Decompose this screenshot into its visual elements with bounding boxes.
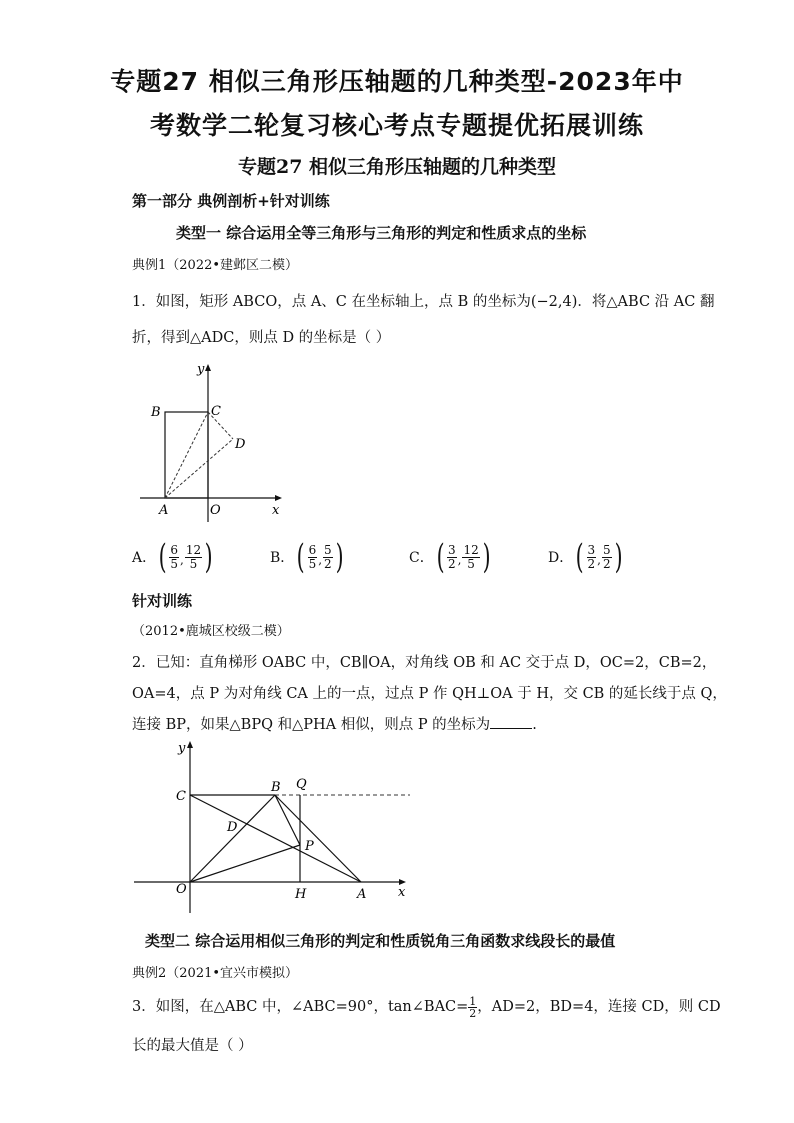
option-c-y-denominator: 5 [467, 556, 475, 571]
option-d-x-numerator: 3 [587, 542, 596, 557]
question-1-text-a: 1．如图，矩形 ABCO，点 A、C 在坐标轴上，点 B 的坐标为 [132, 294, 531, 310]
fig1-label-A: A [159, 503, 169, 518]
fig1-label-O: O [210, 503, 221, 518]
option-c-y-numerator: 12 [463, 542, 479, 557]
option-a: A． ( $\frac{6}{5}$ , $\frac{12}{5}$ ) [132, 537, 213, 577]
question-2-period: . [532, 717, 537, 733]
question-3-line-2: 长的最大值是（ ） [132, 1038, 253, 1054]
fig1-label-C: C [211, 404, 221, 419]
question-3-line-1 [132, 995, 721, 1019]
fig1-label-x: x [272, 503, 280, 518]
option-d: D． ( $\frac{3}{2}$ , $\frac{5}{2}$ ) [548, 537, 623, 577]
document-subtitle: 专题27 相似三角形压轴题的几种类型 [237, 156, 557, 178]
fig2-label-y: y [178, 741, 186, 756]
practice-heading: 针对训练 [132, 592, 193, 610]
fig1-segment-AD [165, 439, 233, 498]
option-a-y-denominator: 5 [189, 556, 198, 571]
question-1-line-2: 折，得到△ADC，则点 D 的坐标是（ ） [132, 330, 391, 346]
figure-1-coordinate-diagram [140, 360, 300, 525]
fig1-y-arrow [205, 364, 211, 371]
fig2-label-x: x [398, 885, 406, 900]
fig2-label-H: H [295, 887, 307, 902]
practice-source: （2012•鹿城区校级二模） [132, 624, 290, 639]
question-1-line-1 [132, 290, 714, 311]
fig2-segment-OP [190, 845, 300, 882]
option-d-label: D． [548, 550, 574, 566]
document-title-line-1: 专题27 相似三角形压轴题的几种类型-2023年中 [110, 67, 684, 96]
option-b-label: B． [270, 550, 295, 566]
option-b-y-numerator: 5 [324, 542, 332, 557]
option-a-label: A． [132, 550, 157, 566]
option-a-x-numerator: 6 [170, 542, 179, 557]
type-1-heading: 类型一 综合运用全等三角形与三角形的判定和性质求点的坐标 [176, 224, 587, 242]
fig2-segment-BA [275, 795, 361, 882]
option-d-x-denominator: 2 [587, 556, 596, 571]
figure-2-trapezoid-diagram [130, 738, 420, 916]
tan-fraction-numerator: 1 [469, 994, 477, 1008]
option-b: B． ( $\frac{6}{5}$ , $\frac{5}{2}$ ) [270, 537, 344, 577]
fig2-label-A: A [357, 887, 367, 902]
tan-fraction-denominator: 2 [469, 1006, 477, 1020]
type-2-heading: 类型二 综合运用相似三角形的判定和性质锐角三角函数求线段长的最值 [145, 932, 616, 950]
fig2-diagonal-CA [190, 795, 361, 882]
fig2-label-D: D [227, 820, 238, 835]
option-a-x-denominator: 5 [170, 556, 179, 571]
answer-blank [490, 716, 532, 729]
fig2-label-B: B [271, 780, 281, 795]
option-b-x-numerator: 6 [308, 542, 317, 557]
fig2-label-C: C [176, 789, 186, 804]
option-c-x-denominator: 2 [447, 556, 456, 571]
fig2-label-Q: Q [296, 777, 307, 792]
question-2-line-3 [132, 713, 537, 734]
fig2-segment-BP [275, 795, 300, 845]
example-2-source: 典例2（2021•宜兴市模拟） [132, 966, 299, 981]
fig1-label-B: B [151, 405, 161, 420]
option-b-x-denominator: 5 [308, 556, 317, 571]
question-3-text-b: ，AD=2，BD=4，连接 CD，则 CD [477, 999, 721, 1015]
part-heading: 第一部分 典例剖析+针对训练 [132, 192, 330, 210]
tan-fraction [468, 996, 477, 1019]
example-1-source: 典例1（2022•建邺区二模） [132, 258, 299, 273]
fig2-y-arrow [187, 741, 193, 748]
question-3-text-a: 3．如图，在△ABC 中，∠ABC=90°，tan∠BAC= [132, 999, 469, 1015]
fig1-label-y: y [197, 362, 205, 377]
option-d-y-numerator: 5 [602, 542, 611, 557]
fig2-label-P: P [305, 839, 314, 854]
question-2-line-1: 2．已知：直角梯形 OABC 中，CB∥OA，对角线 OB 和 AC 交于点 D，OC=2，CB=2， [132, 655, 717, 671]
question-2-line-2: OA=4，点 P 为对角线 CA 上的一点，过点 P 作 QH⊥OA 于 H，交 CB 的延长线于点 Q， [132, 686, 727, 702]
question-2-text: 连接 BP，如果△BPQ 和△PHA 相似，则点 P 的坐标为 [132, 717, 491, 733]
option-b-y-denominator: 2 [324, 556, 332, 571]
document-title-line-2: 考数学二轮复习核心考点专题提优拓展训练 [149, 111, 644, 140]
option-c: C． ( $\frac{3}{2}$ , $\frac{12}{5}$ ) [409, 537, 491, 577]
question-1-text-b: ．将△ABC 沿 AC 翻 [577, 294, 715, 310]
fig1-x-arrow [275, 495, 282, 501]
fig1-diagonal-AC [165, 412, 208, 498]
fig2-label-O: O [176, 882, 187, 897]
fig2-diagonal-OB [190, 795, 275, 882]
option-a-y-numerator: 12 [185, 542, 202, 557]
option-d-y-denominator: 2 [602, 556, 611, 571]
option-c-label: C． [409, 550, 434, 566]
fig1-label-D: D [235, 437, 246, 452]
option-c-x-numerator: 3 [447, 542, 456, 557]
question-1-coordinate: (−2,4) [530, 294, 578, 310]
